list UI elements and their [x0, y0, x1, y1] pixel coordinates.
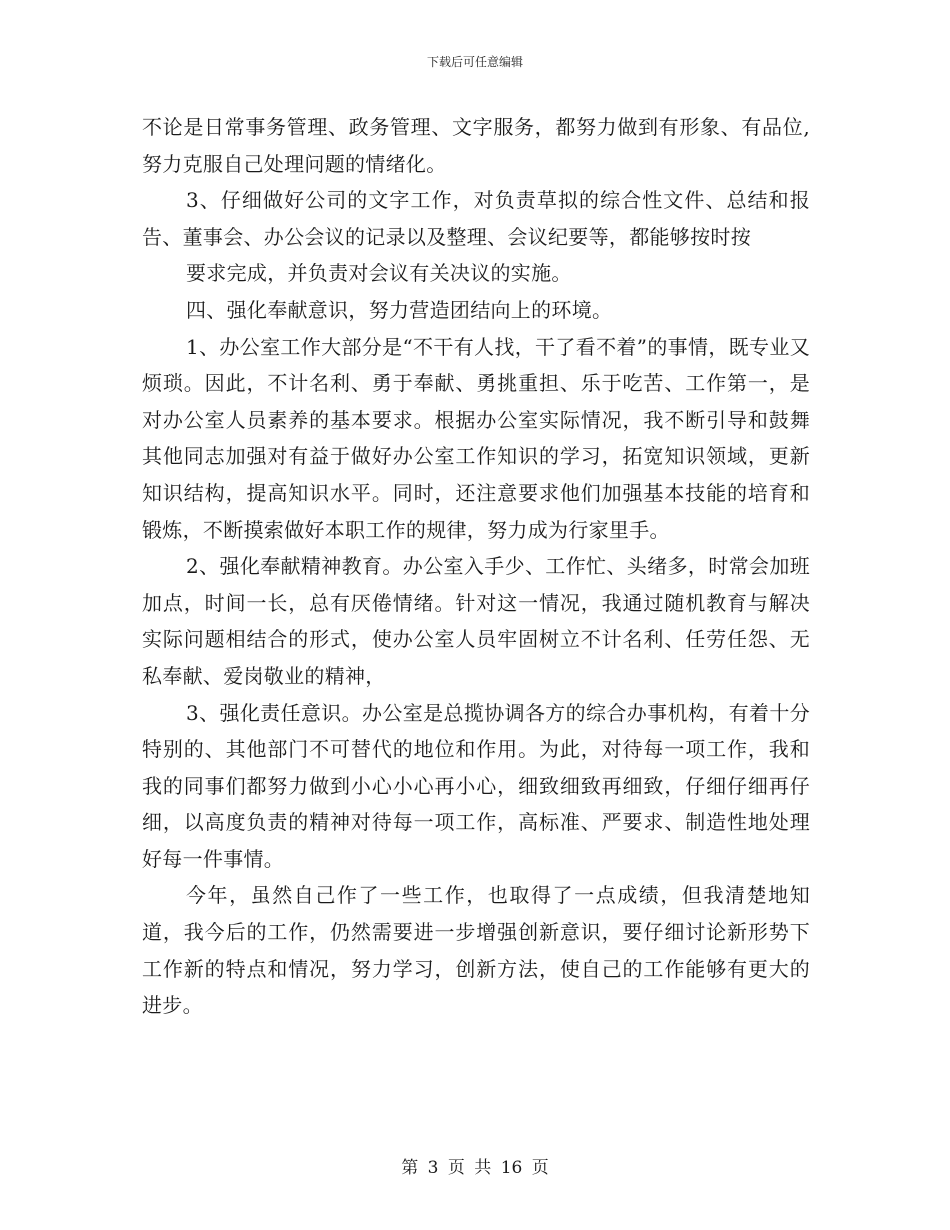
paragraph: 3、强化责任意识。办公室是总揽协调各方的综合办事机构，有着十分特别的、其他部门不可替代的地位和作用。为此，对待每一项工作，我和我的同事们都努力做到小心小心再小心，细致细致再细致，仔细仔细再仔细，以高度负责的精神对待每一项工作，高标准、严要求、制造性地处理好每一件事情。	[142, 700, 810, 871]
document-body	[142, 109, 810, 1024]
paragraph: 1、办公室工作大部分是“不干有人找，干了看不着”的事情，既专业又烦琐。因此，不计名利、勇于奉献、勇挑重担、乐于吃苦、工作第一，是对办公室人员素养的基本要求。根据办公室实际情况，我不断引导和鼓舞其他同志加强对有益于做好办公室工作知识的学习，拓宽知识领域，更新知识结构，提高知识水平。同时，还注意要求他们加强基本技能的培育和锻炼，不断摸索做好本职工作的规律，努力成为行家里手。	[142, 334, 810, 542]
paragraph: 要求完成，并负责对会议有关决议的实施。	[186, 261, 572, 286]
paragraph: 2、强化奉献精神教育。办公室入手少、工作忙、头绪多，时常会加班加点，时间一长，总有厌倦情绪。针对这一情况，我通过随机教育与解决实际问题相结合的形式，使办公室人员牢固树立不计名利、任劳任怨、无私奉献、爱岗敬业的精神，	[142, 554, 810, 688]
paragraph: 今年，虽然自己作了一些工作，也取得了一点成绩，但我清楚地知道，我今后的工作，仍然需要进一步增强创新意识，要仔细讨论新形势下工作新的特点和情况，努力学习，创新方法，使自己的工作能够有更大的进步。	[142, 883, 810, 1018]
paragraph: 不论是日常事务管理、政务管理、文字服务，都努力做到有形象、有品位,努力克服自己处理问题的情绪化。	[142, 115, 810, 176]
page-number-footer: 第 3 页 共 16 页	[401, 1158, 549, 1178]
page-header: 下载后可任意编辑	[426, 55, 523, 69]
paragraph: 四、强化奉献意识，努力营造团结向上的环境。	[186, 297, 613, 322]
paragraph: 3、仔细做好公司的文字工作，对负责草拟的综合性文件、总结和报告、董事会、办公会议的记录以及整理、会议纪要等，都能够按时按	[142, 188, 810, 249]
